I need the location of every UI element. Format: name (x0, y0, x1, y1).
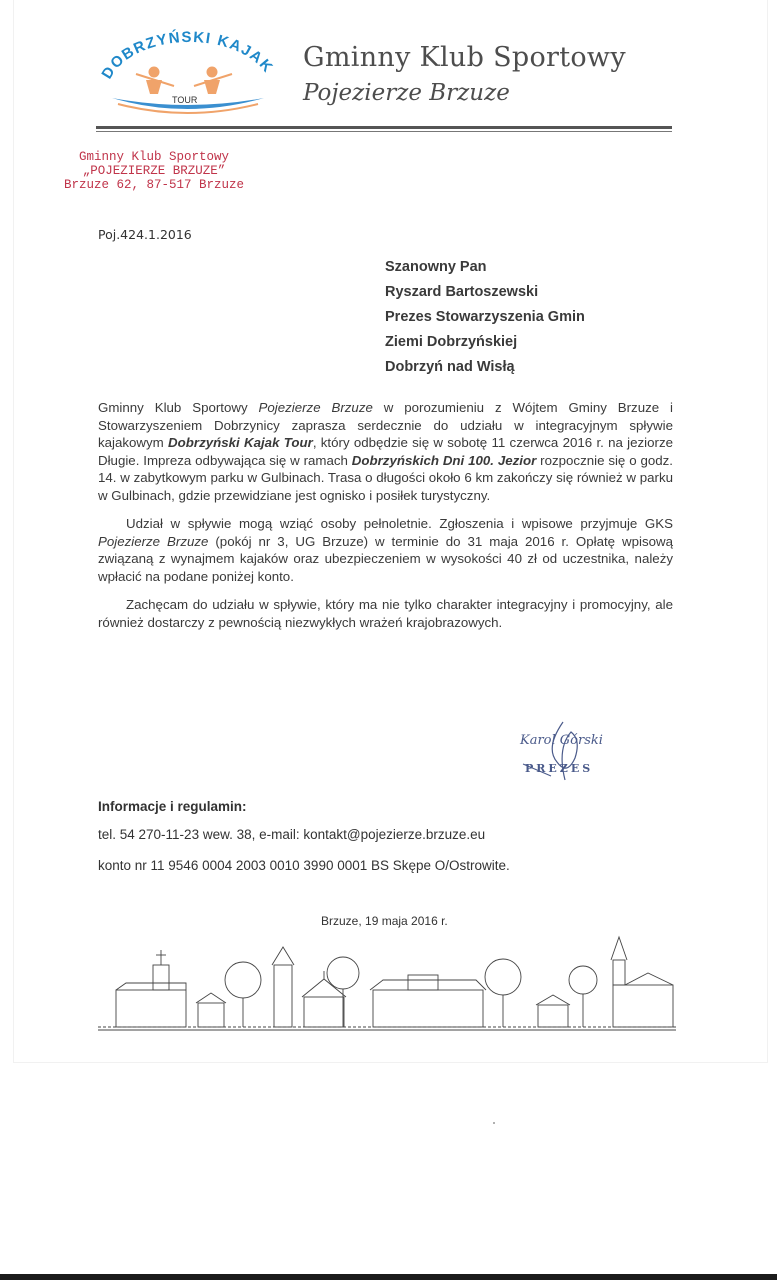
signature-name: Karol Górski (520, 733, 603, 748)
signature-title: PREZES (525, 762, 594, 775)
reference-number: Poj.424.1.2016 (98, 227, 192, 242)
stamp-line-1: Gminny Klub Sportowy (79, 150, 230, 164)
letter-body (98, 399, 673, 642)
addressee-line: Ryszard Bartoszewski (385, 284, 539, 300)
account-line: konto nr 11 9546 0004 2003 0010 3990 0001 BS Skępe O/Ostrowite. (98, 858, 510, 873)
logo-arc-text: DOBRZYŃSKI KAJAK (98, 28, 277, 82)
scan-speck (493, 1122, 495, 1124)
header-rule-thin (96, 131, 672, 132)
addressee-block (385, 255, 585, 380)
paragraph-1: Gminny Klub Sportowy Pojezierze Brzuze w porozumieniu z Wójtem Gminy Brzuze i Stowarzyszeniem Dobrzynicy zaprasza serdecznie do udziału w integracyjnym spływie kajakowym Dobrzyński Kajak Tour, który odbędzie się w sobotę 11 czerwca 2016 r. na jeziorze Długie. Impreza odbywająca się w ramach Dobrzyńskich Dni 100. Jezior rozpocznie się o godz. 14. w zabytkowym parku w Gulbinach. Trasa o długości około 6 km zakończy się również w parku w Gulbinach, gdzie przewidziane jest ognisko i posiłek turystyczny. (98, 400, 673, 503)
stamp-line-2: „POJEZIERZE BRZUZE” (82, 164, 226, 178)
header-subtitle: Pojezierze Brzuze (303, 80, 510, 106)
addressee-line: Dobrzyń nad Wisłą (385, 359, 515, 375)
scan-bottom-edge (0, 1274, 777, 1280)
addressee-line: Szanowny Pan (385, 259, 487, 275)
village-skyline-drawing (98, 935, 676, 1035)
dobrzynski-kajak-logo (92, 28, 282, 118)
logo-tour-text: TOUR (172, 95, 198, 105)
header-rule-thick (96, 126, 672, 129)
signature (505, 718, 625, 784)
place-date: Brzuze, 19 maja 2016 r. (321, 914, 448, 928)
address-stamp (64, 150, 244, 192)
addressee-line: Ziemi Dobrzyńskiej (385, 334, 518, 350)
contact-line: tel. 54 270-11-23 wew. 38, e-mail: kontakt@pojezierze.brzuze.eu (98, 827, 486, 842)
info-heading: Informacje i regulamin: (98, 799, 247, 814)
paragraph-2: Udział w spływie mogą wziąć osoby pełnoletnie. Zgłoszenia i wpisowe przyjmuje GKS Pojezierze Brzuze (pokój nr 3, UG Brzuze) w terminie do 31 maja 2016 r. Opłatę wpisową związaną z wynajmem kajaków oraz ubezpieczeniem w wysokości 40 zł od uczestnika, należy wpłacić na podane poniżej konto. (98, 516, 673, 584)
addressee-line: Prezes Stowarzyszenia Gmin (385, 309, 585, 325)
stamp-line-3: Brzuze 62, 87-517 Brzuze (64, 178, 245, 192)
paragraph-3: Zachęcam do udziału w spływie, który ma nie tylko charakter integracyjny i promocyjny, ale również dostarczy z pewnością niezwykłych wrażeń krajobrazowych. (98, 597, 673, 630)
paddlers-icon (136, 67, 232, 94)
header-title: Gminny Klub Sportowy (303, 42, 626, 73)
